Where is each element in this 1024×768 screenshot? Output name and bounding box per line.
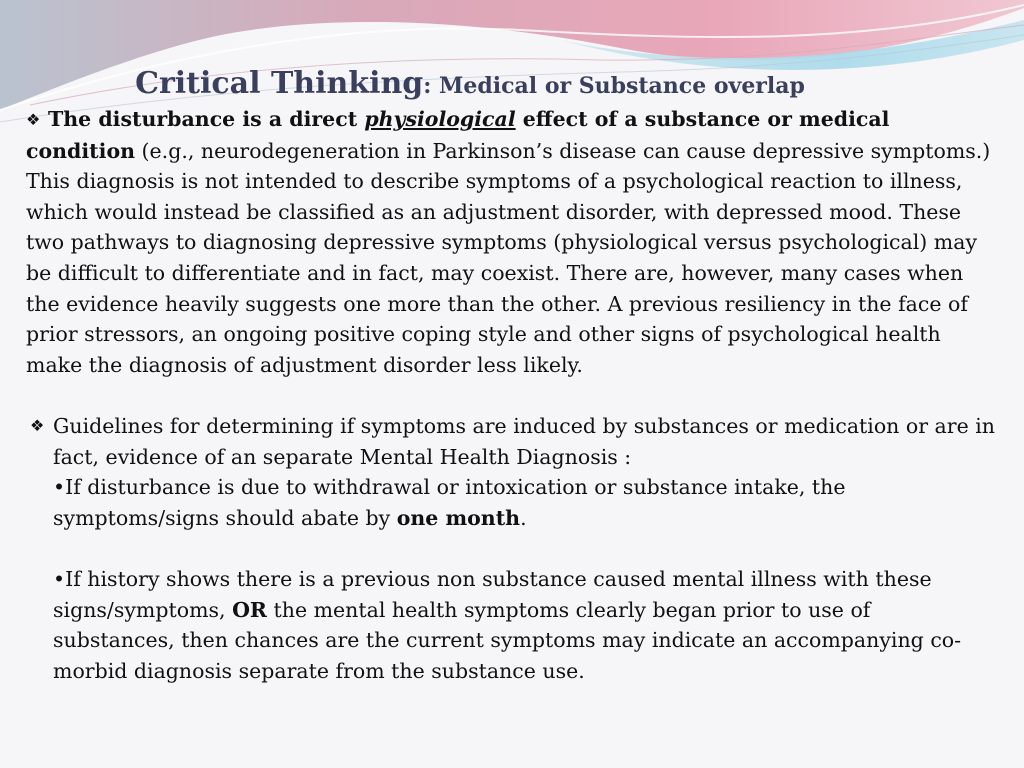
item2-bold: OR [232, 597, 267, 622]
guidelines-intro: Guidelines for determining if symptoms are induced by substances or medication or are in fact, evidence of an separate Mental Health Diagnosis : [53, 413, 995, 469]
lead-text-2: effect of a substance or medical condition [26, 107, 890, 163]
item2-end: the mental health symptoms clearly began prior to use of substances, then chances are the current symptoms may indicate an accompanying co-morbid diagnosis separate from the substance use. [53, 597, 962, 683]
paragraph-physiological [26, 104, 998, 380]
diamond-bullet-icon: ❖ [26, 110, 41, 129]
guideline-item-history [26, 564, 998, 686]
title-subtitle: : Medical or Substance overlap [423, 73, 805, 99]
guidelines-section [26, 411, 998, 686]
slide-title [0, 66, 940, 101]
lead-text-1: The disturbance is a direct [48, 107, 365, 131]
diamond-bullet-icon: ❖ [30, 415, 45, 435]
item1-end: . [520, 505, 527, 530]
item1-text: •If disturbance is due to withdrawal or intoxication or substance intake, the symptoms/signs should abate by [53, 475, 846, 530]
guideline-item-one-month [26, 472, 998, 533]
item2-text: •If history shows there is a previous non substance caused mental illness with these signs/symptoms, [53, 566, 932, 622]
slide-body [26, 104, 998, 686]
item1-bold: one month [396, 505, 521, 530]
emphasis-physiological: physiological [364, 107, 516, 131]
paragraph-body: (e.g., neurodegeneration in Parkinson’s disease can cause depressive symptoms.) This diagnosis is not intended to describe symptoms of a psychological reaction to illness, which would instead be classified as an adjustment disorder, with depressed mood. These two pathways to diagnosing depressive symptoms (physiological versus psychological) may be difficult to differentiate and in fact, may coexist. There are, however, many cases when the evidence heavily suggests one more than the other. A previous resiliency in the face of prior stressors, an ongoing positive coping style and other signs of psychological health make the diagnosis of adjustment disorder less likely. [26, 138, 991, 377]
title-main: Critical Thinking [135, 66, 424, 101]
